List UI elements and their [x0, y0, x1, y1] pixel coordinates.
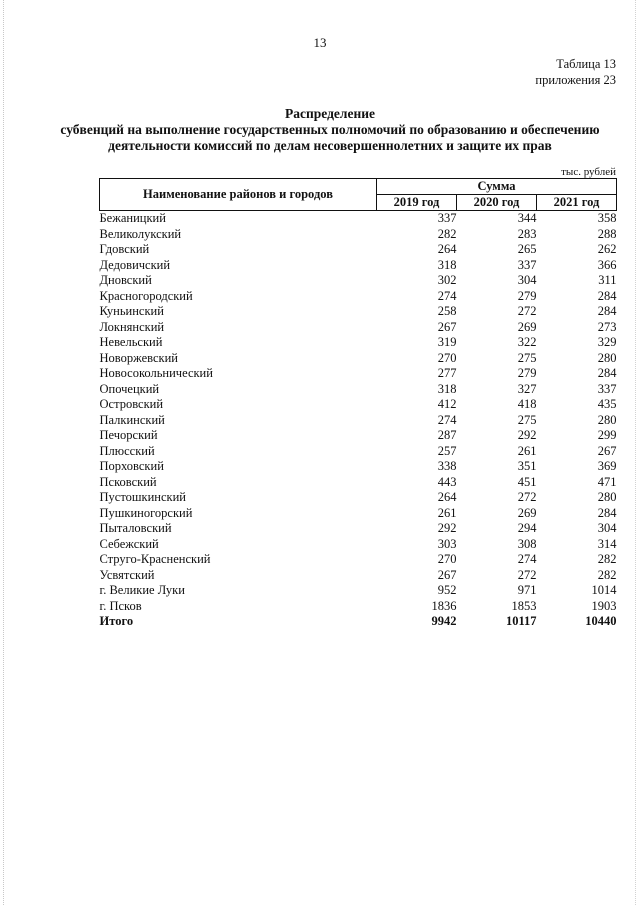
value-2019: 267 [437, 319, 457, 334]
scan-edge-right [635, 0, 636, 905]
value-2021: 262 [597, 242, 617, 256]
value-2019: 318 [437, 381, 457, 396]
district-name: Усвятский [99, 567, 155, 582]
district-name: Пыталовский [99, 521, 172, 535]
column-header-name: Наименование районов и городов [100, 179, 377, 211]
table-row [100, 506, 617, 522]
title-line-3: деятельности комиссий по делам несовершеннолетних и защите их прав [108, 138, 552, 153]
table-row [100, 459, 617, 475]
value-2019: 412 [437, 397, 457, 411]
table-row [100, 537, 617, 553]
district-name: Гдовский [99, 242, 150, 256]
district-name: Локнянский [99, 319, 165, 334]
value-2019: 337 [437, 211, 457, 225]
table-row [100, 428, 617, 444]
page-number: 13 [313, 35, 327, 50]
value-2020: 272 [517, 304, 537, 318]
value-2019: 292 [437, 521, 457, 535]
total-value-2021: 10440 [585, 614, 617, 628]
column-header-2019: 2019 год [377, 195, 457, 211]
table-row [100, 444, 617, 460]
district-name: Порховский [99, 459, 164, 473]
table-row [100, 211, 617, 227]
table-row [100, 242, 617, 258]
value-2021: 304 [597, 521, 617, 535]
reference-line-2: приложения 23 [535, 73, 616, 87]
value-2021: 284 [597, 366, 617, 380]
value-2020: 265 [517, 242, 537, 256]
value-2020: 279 [517, 366, 537, 380]
value-2021: 280 [597, 490, 617, 504]
value-2019: 257 [437, 443, 457, 458]
value-2019: 287 [437, 428, 457, 442]
table-row [100, 490, 617, 506]
value-2020: 451 [517, 474, 537, 489]
district-name: Новосокольнический [99, 366, 213, 380]
table-row [100, 552, 617, 568]
district-name: Островский [99, 397, 164, 411]
value-2019: 318 [437, 257, 457, 272]
value-2021: 284 [597, 304, 617, 318]
value-2021: 267 [597, 443, 617, 458]
district-name: Великолукский [99, 226, 182, 241]
table-row [100, 599, 617, 615]
district-name: Струго-Красненский [99, 552, 211, 566]
title-line-1: Распределение [284, 106, 376, 121]
value-2020: 275 [517, 350, 537, 365]
scan-edge-left [3, 0, 4, 905]
value-2021: 1903 [591, 598, 617, 613]
value-2020: 327 [517, 381, 537, 396]
value-2021: 280 [597, 350, 617, 365]
district-name: Невельский [99, 335, 163, 349]
total-row [100, 614, 617, 630]
value-2020: 1853 [511, 598, 537, 613]
value-2020: 261 [517, 443, 537, 458]
district-name: Дедовичский [99, 257, 171, 272]
table-row [100, 521, 617, 537]
total-value-2020: 10117 [505, 614, 537, 628]
value-2021: 280 [597, 412, 617, 427]
table-body [100, 211, 617, 630]
value-2020: 279 [517, 288, 537, 303]
column-header-2021: 2021 год [537, 195, 617, 211]
value-2019: 264 [437, 490, 457, 504]
total-value-2019: 9942 [431, 614, 457, 628]
value-2021: 284 [597, 505, 617, 520]
value-2019: 264 [437, 242, 457, 256]
value-2019: 338 [437, 459, 457, 473]
table-row [100, 475, 617, 491]
value-2021: 284 [597, 288, 617, 303]
value-2020: 308 [517, 536, 537, 551]
value-2020: 294 [517, 521, 537, 535]
value-2020: 337 [517, 257, 537, 272]
value-2020: 971 [517, 583, 537, 597]
value-2021: 273 [597, 319, 617, 334]
district-name: Новоржевский [99, 350, 178, 365]
value-2021: 366 [597, 257, 617, 272]
value-2020: 351 [517, 459, 537, 473]
value-2019: 282 [437, 226, 457, 241]
table-row [100, 273, 617, 289]
table-row [100, 289, 617, 305]
value-2021: 471 [597, 474, 617, 489]
value-2021: 282 [597, 567, 617, 582]
value-2021: 314 [597, 536, 617, 551]
table-row [100, 583, 617, 599]
district-name: Куньинский [99, 304, 164, 318]
value-2019: 277 [437, 366, 457, 380]
district-name: г. Псков [99, 598, 142, 613]
table-row [100, 258, 617, 274]
reference-line-1: Таблица 13 [556, 57, 616, 71]
value-2019: 952 [437, 583, 457, 597]
value-2021: 1014 [591, 583, 617, 597]
value-2021: 299 [597, 428, 617, 442]
value-2019: 270 [437, 350, 457, 365]
district-name: г. Великие Луки [99, 583, 185, 597]
table-row [100, 568, 617, 584]
value-2019: 261 [437, 505, 457, 520]
value-2020: 272 [517, 567, 537, 582]
title-line-2: субвенций на выполнение государственных полномочий по образованию и обеспечению [60, 122, 600, 137]
table-row [100, 335, 617, 351]
value-2019: 319 [437, 335, 457, 349]
table-row [100, 227, 617, 243]
value-2019: 302 [437, 273, 457, 287]
district-name: Палкинский [99, 412, 165, 427]
value-2019: 274 [437, 412, 457, 427]
district-name: Бежаницкий [99, 211, 166, 225]
value-2019: 1836 [431, 598, 457, 613]
district-name: Плюсский [99, 443, 155, 458]
table-row [100, 382, 617, 398]
table-row [100, 397, 617, 413]
table-row [100, 304, 617, 320]
value-2020: 283 [517, 226, 537, 241]
value-2021: 282 [597, 552, 617, 566]
value-2020: 269 [517, 319, 537, 334]
total-label: Итого [99, 614, 134, 628]
distribution-table [99, 178, 617, 630]
value-2021: 337 [597, 381, 617, 396]
value-2019: 303 [437, 536, 457, 551]
district-name: Дновский [99, 273, 152, 287]
value-2021: 329 [597, 335, 617, 349]
district-name: Псковский [99, 474, 157, 489]
table-row [100, 366, 617, 382]
table-header [100, 179, 617, 211]
value-2019: 443 [437, 474, 457, 489]
value-2020: 304 [517, 273, 537, 287]
value-2019: 274 [437, 288, 457, 303]
district-name: Пушкиногорский [99, 505, 193, 520]
column-header-2020: 2020 год [457, 195, 537, 211]
value-2021: 358 [597, 211, 617, 225]
value-2020: 418 [517, 397, 537, 411]
table-row [100, 413, 617, 429]
table-reference [535, 56, 616, 88]
value-2020: 344 [517, 211, 537, 225]
value-2021: 288 [597, 226, 617, 241]
value-2020: 274 [517, 552, 537, 566]
units-label: тыс. рублей [561, 166, 616, 178]
value-2019: 270 [437, 552, 457, 566]
value-2021: 311 [598, 273, 617, 287]
value-2020: 269 [517, 505, 537, 520]
value-2019: 258 [437, 304, 457, 318]
district-name: Опочецкий [99, 381, 160, 396]
value-2020: 275 [517, 412, 537, 427]
value-2020: 272 [517, 490, 537, 504]
district-name: Пустошкинский [99, 490, 186, 504]
value-2021: 435 [597, 397, 617, 411]
table-row [100, 351, 617, 367]
district-name: Себежский [99, 536, 159, 551]
value-2021: 369 [597, 459, 617, 473]
value-2019: 267 [437, 567, 457, 582]
value-2020: 322 [517, 335, 537, 349]
value-2020: 292 [517, 428, 537, 442]
document-title [60, 106, 600, 154]
column-header-sum: Сумма [377, 179, 617, 195]
district-name: Печорский [99, 428, 158, 442]
table-row [100, 320, 617, 336]
district-name: Красногородский [99, 288, 193, 303]
